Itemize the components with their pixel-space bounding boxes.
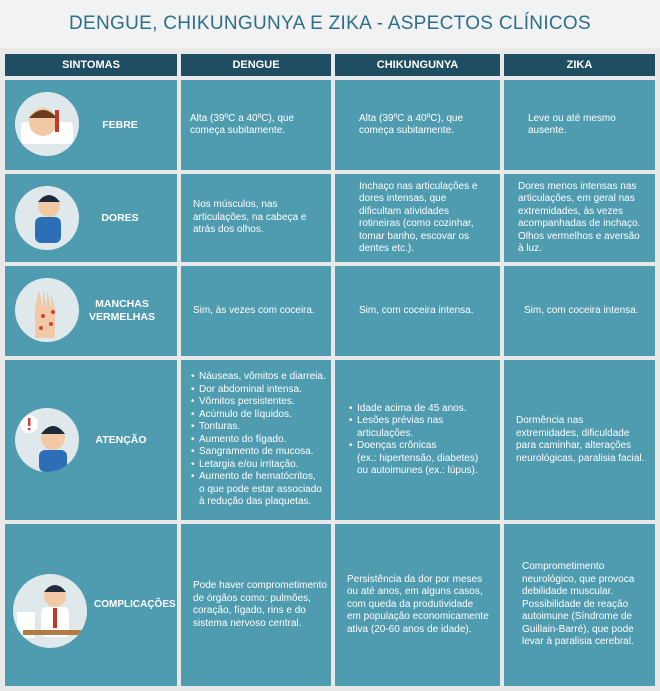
list-item: • Doenças crônicas (ex.: hipertensão, diabetes) ou autoimunes (ex.: lúpus). — [357, 440, 500, 478]
cell-text: Nos músculos, nas articulações, na cabeça e atrás dos olhos. — [193, 199, 307, 236]
list-item: • Aumento de hematócritos, o que pode estar associado à redução das plaquetas. — [199, 471, 326, 509]
list-item: • Lesões prévias nas articulações. — [357, 415, 500, 440]
febre-chik-cell — [335, 80, 500, 170]
cell-text: Inchaço nas articulações e dores intensas, que dificultam atividades rotineiras (como cozinhar, tomar banho, escovar os dentes etc.). — [359, 180, 478, 254]
cell-text: Sim, às vezes com coceira. — [193, 304, 315, 316]
cell-text: Sim, com coceira intensa. — [359, 304, 474, 316]
list-item: • Náuseas, vômitos e diarreia. — [199, 371, 326, 384]
header-zika: ZIKA — [504, 54, 655, 76]
body-pain-icon — [15, 186, 79, 250]
atencao-dengue-cell — [181, 360, 331, 520]
atencao-zika-cell — [504, 360, 655, 520]
cell-text: Alta (39ºC a 40ºC), que começa subitamente. — [359, 112, 464, 136]
row-label: ATENÇÃO — [95, 434, 147, 446]
manchas-zika-cell — [504, 266, 655, 356]
header-sintomas: SINTOMAS — [5, 54, 177, 76]
cell-text: Dormência nas extremidades, dificuldade para caminhar, alterações neurológicas, paralisia facial. — [516, 415, 645, 464]
complicacoes-chik-cell — [335, 524, 500, 686]
red-spots-hand-icon — [15, 278, 79, 342]
row-label: COMPLICAÇÕES — [94, 599, 176, 610]
list-item: • Vômitos persistentes. — [199, 396, 326, 409]
office-worker-icon — [13, 574, 87, 648]
dores-dengue-cell — [181, 174, 331, 262]
manchas-chik-cell — [335, 266, 500, 356]
list-item: • Sangramento de mucosa. — [199, 446, 326, 459]
cell-text: Persistência da dor por meses ou até anos, em alguns casos, com queda da produtividade em população economicamente ativa (20-60 anos de idade). — [347, 573, 489, 635]
manchas-dengue-cell — [181, 266, 331, 356]
list-item: • Idade acima de 45 anos. — [357, 403, 500, 416]
cell-text: Leve ou até mesmo ausente. — [528, 112, 616, 136]
febre-dengue-cell — [181, 80, 331, 170]
page-title: DENGUE, CHIKUNGUNYA E ZIKA - ASPECTOS CLÍNICOS — [0, 0, 660, 48]
header-dengue: DENGUE — [181, 54, 331, 76]
alert-person-icon — [15, 408, 79, 472]
cell-text: Comprometimento neurológico, que provoca debilidade muscular. Possibilidade de reação autoimune (Síndrome de Guillain-Barré), que pode levar à paralisia cerebral. — [522, 561, 635, 648]
dores-chik-cell — [335, 174, 500, 262]
atencao-chik-cell — [335, 360, 500, 520]
row-label: FEBRE — [102, 119, 138, 131]
cell-text: Sim, com coceira intensa. — [524, 304, 639, 316]
row-label: DORES — [101, 212, 139, 224]
cell-text: Pode haver comprometimento de órgãos como: pulmões, coração, fígado, rins e do sistema nervoso central. — [193, 580, 327, 629]
complicacoes-zika-cell — [504, 524, 655, 686]
cell-text: Alta (39ºC a 40ºC), que começa subitamente. — [190, 112, 295, 136]
complicacoes-dengue-cell — [181, 524, 331, 686]
list-item: • Acúmulo de líquidos. — [199, 409, 326, 422]
febre-zika-cell — [504, 80, 655, 170]
cell-text: Dores menos intensas nas articulações, em geral nas extremidades, às vezes acompanhadas de inchaço. Olhos vermelhos e aversão à luz. — [518, 180, 641, 254]
list-item: • Dor abdominal intensa. — [199, 384, 326, 397]
dengue-list — [189, 371, 326, 509]
row-label: MANCHAS VERMELHAS — [89, 298, 155, 323]
list-item: • Tonturas. — [199, 421, 326, 434]
list-item: • Letargia e/ou irritação. — [199, 459, 326, 472]
dores-zika-cell — [504, 174, 655, 262]
header-chikungunya: CHIKUNGUNYA — [335, 54, 500, 76]
fever-thermometer-icon — [15, 92, 79, 156]
chik-list — [347, 403, 500, 478]
list-item: • Aumento do fígado. — [199, 434, 326, 447]
